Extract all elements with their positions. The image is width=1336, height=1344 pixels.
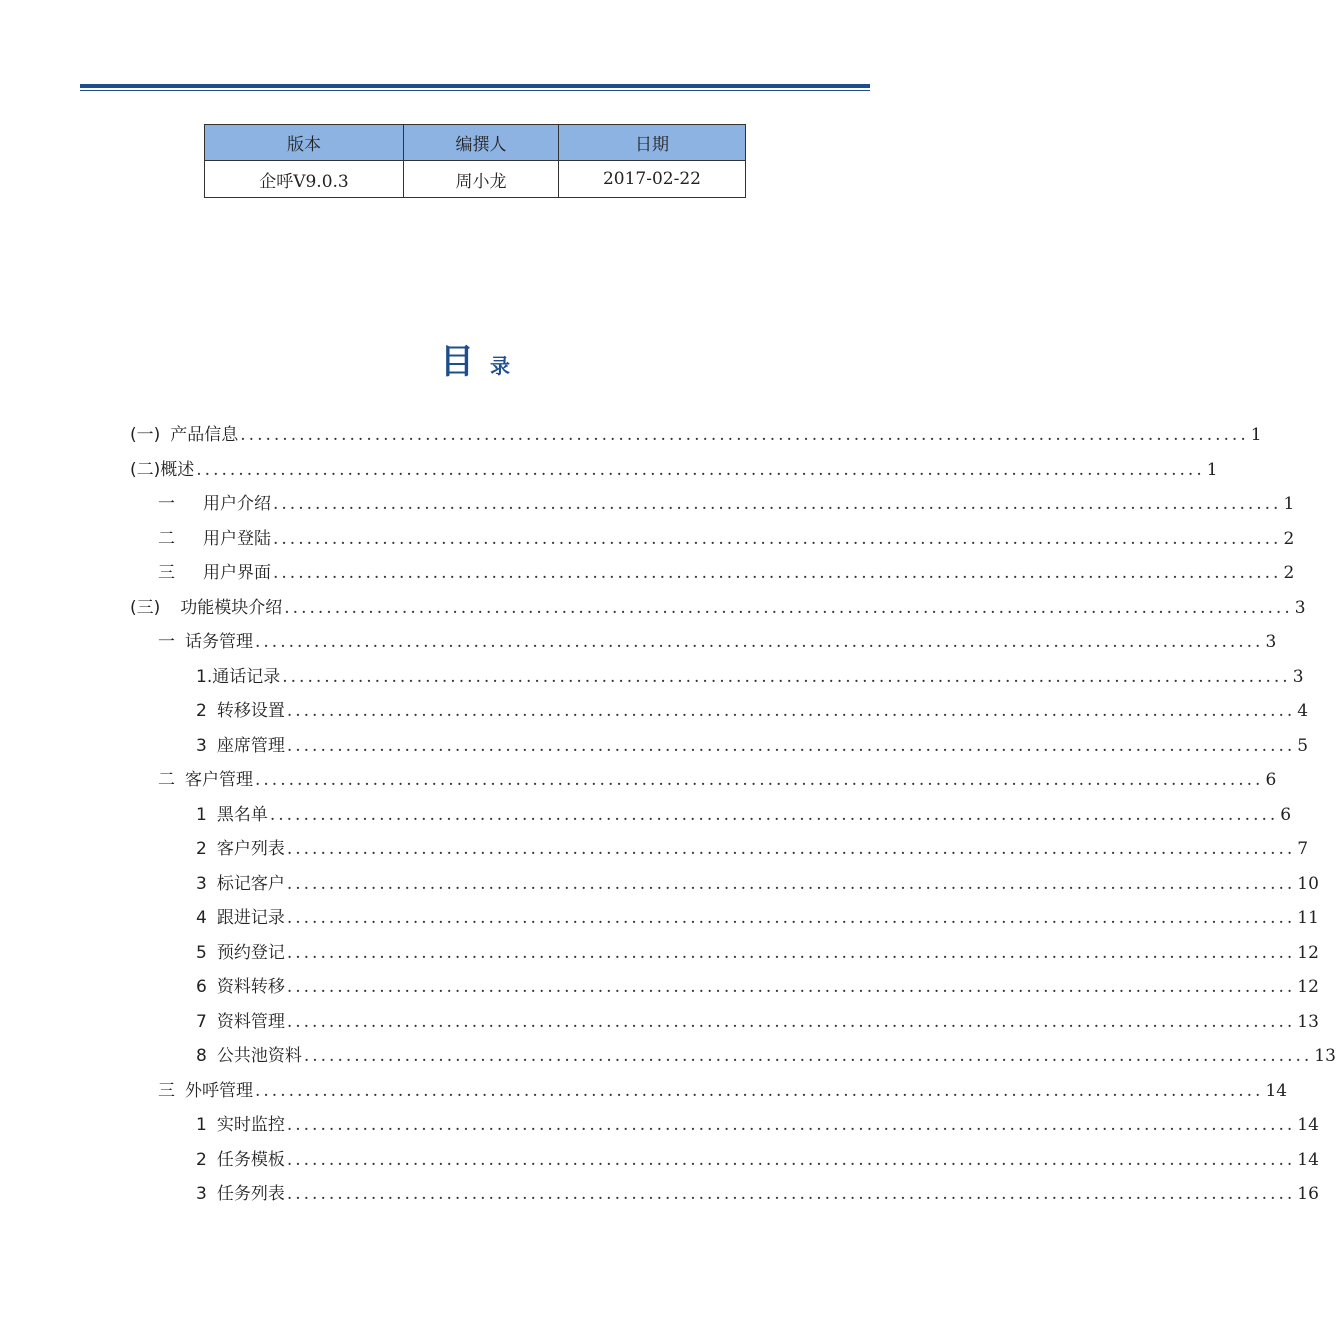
- toc-entry-number: 8: [196, 1046, 207, 1066]
- toc-entry[interactable]: [196, 1009, 1319, 1035]
- toc-leader-dots: ........................................................................................................................: [273, 528, 1282, 549]
- toc-entry-page: 1: [1250, 425, 1262, 445]
- toc-entry-page: 14: [1297, 1149, 1319, 1170]
- toc-entry[interactable]: [158, 560, 1295, 586]
- toc-entry-text: 产品信息: [170, 425, 239, 445]
- toc-leader-dots: ........................................................................................................................: [286, 1011, 1296, 1032]
- toc-entry-text: 用户介绍: [203, 494, 271, 514]
- toc-leader-dots: ........................................................................................................................: [286, 839, 1296, 859]
- toc-entry[interactable]: [196, 1147, 1319, 1173]
- toc-entry[interactable]: [196, 664, 1304, 690]
- header-rule-thin: [80, 90, 870, 91]
- toc-entry-text: 跟进记录: [216, 908, 285, 928]
- toc-entry-number: (三): [130, 597, 161, 618]
- toc-entry-number: 2: [196, 701, 207, 721]
- toc-leader-dots: ........................................................................................................................: [284, 597, 1293, 618]
- toc-leader-dots: ........................................................................................................................: [286, 701, 1296, 721]
- toc-entry-page: 12: [1297, 942, 1319, 963]
- toc-entry-page: 2: [1283, 563, 1295, 583]
- toc-entry[interactable]: [196, 1043, 1336, 1069]
- toc-entry-text: 功能模块介绍: [180, 597, 283, 618]
- toc-entry-page: 14: [1265, 1080, 1288, 1101]
- toc-entry-number: 3: [196, 1184, 207, 1204]
- toc-entry-text: 预约登记: [216, 942, 285, 963]
- toc-entry[interactable]: [196, 733, 1309, 759]
- toc-entry-number: 3: [196, 735, 207, 756]
- toc-leader-dots: ........................................................................................................................: [269, 804, 1279, 825]
- toc-entry-text: 资料管理: [216, 1011, 285, 1032]
- toc-entry[interactable]: [158, 1078, 1288, 1104]
- toc-entry-text: 客户管理: [185, 770, 253, 790]
- header-rule-thick: [80, 84, 870, 88]
- toc-entry-number: 1.: [196, 666, 213, 687]
- toc-title-small: 录: [490, 354, 510, 378]
- toc-entry-number: (一): [130, 425, 161, 445]
- toc-leader-dots: ........................................................................................................................: [286, 735, 1296, 756]
- toc-entry-number: 三: [158, 563, 175, 583]
- toc-entry-page: 13: [1314, 1046, 1336, 1066]
- toc-entry[interactable]: [196, 974, 1319, 1000]
- toc-entry-text: 任务列表: [216, 1184, 285, 1204]
- header-version: 版本: [205, 125, 404, 161]
- toc-entry-text: 资料转移: [216, 977, 285, 997]
- toc-leader-dots: ........................................................................................................................: [255, 632, 1264, 652]
- toc-entry-text: 客户列表: [216, 839, 285, 859]
- cell-date: 2017-02-22: [559, 161, 746, 198]
- toc-entry-page: 4: [1297, 701, 1309, 721]
- toc-leader-dots: ........................................................................................................................: [255, 1080, 1264, 1101]
- toc-entry-page: 3: [1292, 666, 1304, 687]
- toc-entry-text: 座席管理: [216, 735, 285, 756]
- version-table: [204, 124, 746, 198]
- version-table-row: [205, 161, 746, 198]
- toc-leader-dots: ........................................................................................................................: [286, 908, 1296, 928]
- toc-entry-number: 3: [196, 873, 207, 894]
- header-author: 编撰人: [404, 125, 559, 161]
- toc-entry-text: 用户登陆: [203, 528, 271, 549]
- toc-entry-page: 6: [1280, 804, 1292, 825]
- header-rule: [80, 84, 870, 91]
- toc-entry-page: 1: [1206, 459, 1218, 480]
- toc-leader-dots: ........................................................................................................................: [255, 770, 1264, 790]
- toc-entry-page: 3: [1265, 632, 1277, 652]
- header-date: 日期: [559, 125, 746, 161]
- toc-entry-text: 通话记录: [212, 666, 281, 687]
- toc-leader-dots: ........................................................................................................................: [303, 1046, 1313, 1066]
- toc-entry[interactable]: [196, 698, 1309, 724]
- toc-entry[interactable]: [196, 940, 1319, 966]
- toc-entry-page: 16: [1297, 1184, 1319, 1204]
- toc-entry[interactable]: [196, 1181, 1319, 1207]
- toc-entry-number: 一: [158, 632, 175, 652]
- toc-entry-page: 6: [1265, 770, 1277, 790]
- toc-entry-page: 14: [1297, 1115, 1319, 1135]
- toc-entry[interactable]: [196, 905, 1319, 931]
- toc-entry-text: 转移设置: [216, 701, 285, 721]
- toc-entry[interactable]: [196, 802, 1292, 828]
- toc-entry-page: 7: [1297, 839, 1309, 859]
- toc-leader-dots: ........................................................................................................................: [286, 1149, 1296, 1170]
- toc-entry-number: 7: [196, 1011, 207, 1032]
- toc-entry[interactable]: [158, 526, 1295, 552]
- cell-author: 周小龙: [404, 161, 559, 198]
- toc-entry-number: 2: [196, 839, 207, 859]
- toc-leader-dots: ........................................................................................................................: [286, 1184, 1296, 1204]
- toc-title: [0, 334, 950, 383]
- toc-title-big: 目: [440, 342, 474, 382]
- toc-entry-number: (二): [130, 459, 161, 480]
- toc-entry-text: 黑名单: [216, 804, 268, 825]
- toc-entry-text: 标记客户: [216, 873, 285, 894]
- toc-entry-text: 外呼管理: [185, 1080, 253, 1101]
- toc-entry-number: 一: [158, 494, 175, 514]
- version-table-header-row: [205, 125, 746, 161]
- toc-leader-dots: ........................................................................................................................: [286, 942, 1296, 963]
- toc-entry-number: 二: [158, 528, 175, 549]
- toc-entry-text: 概述: [160, 459, 195, 480]
- cell-version: 企呼V9.0.3: [205, 161, 404, 198]
- toc-entry-text: 任务模板: [216, 1149, 285, 1170]
- toc-entry-number: 1: [196, 804, 207, 825]
- toc-entry[interactable]: [130, 595, 1306, 621]
- toc-entry-page: 12: [1297, 977, 1319, 997]
- toc-entry-page: 3: [1294, 597, 1306, 618]
- toc-entry[interactable]: [196, 871, 1319, 897]
- toc-entry-page: 13: [1297, 1011, 1319, 1032]
- toc-entry-number: 二: [158, 770, 175, 790]
- toc-entry-number: 6: [196, 977, 207, 997]
- toc-entry[interactable]: [130, 422, 1262, 448]
- toc-leader-dots: ........................................................................................................................: [273, 563, 1282, 583]
- toc-entry[interactable]: [196, 836, 1309, 862]
- toc-leader-dots: ........................................................................................................................: [286, 873, 1296, 894]
- toc-entry-text: 公共池资料: [216, 1046, 302, 1066]
- toc-entry-text: 用户界面: [203, 563, 271, 583]
- toc-entry[interactable]: [158, 767, 1277, 793]
- toc-leader-dots: ........................................................................................................................: [196, 459, 1205, 480]
- toc-entry-number: 三: [158, 1080, 175, 1101]
- toc-entry-page: 2: [1283, 528, 1295, 549]
- toc-entry-text: 实时监控: [216, 1115, 285, 1135]
- toc-leader-dots: ........................................................................................................................: [273, 494, 1282, 514]
- toc-entry[interactable]: [130, 457, 1218, 483]
- toc-entry[interactable]: [196, 1112, 1319, 1138]
- toc-entry-number: 4: [196, 908, 207, 928]
- toc-leader-dots: ........................................................................................................................: [240, 425, 1249, 445]
- toc-entry[interactable]: [158, 491, 1295, 517]
- toc-entry-page: 1: [1283, 494, 1295, 514]
- toc-entry[interactable]: [158, 629, 1277, 655]
- toc-leader-dots: ........................................................................................................................: [282, 666, 1291, 687]
- toc-entry-number: 2: [196, 1149, 207, 1170]
- toc-entry-number: 5: [196, 942, 207, 963]
- toc-entry-number: 1: [196, 1115, 207, 1135]
- toc-entry-page: 5: [1297, 735, 1309, 756]
- toc-leader-dots: ........................................................................................................................: [286, 977, 1296, 997]
- toc-entry-page: 10: [1297, 873, 1319, 894]
- toc-entry-page: 11: [1297, 908, 1319, 928]
- toc-leader-dots: ........................................................................................................................: [286, 1115, 1296, 1135]
- toc-entry-text: 话务管理: [185, 632, 253, 652]
